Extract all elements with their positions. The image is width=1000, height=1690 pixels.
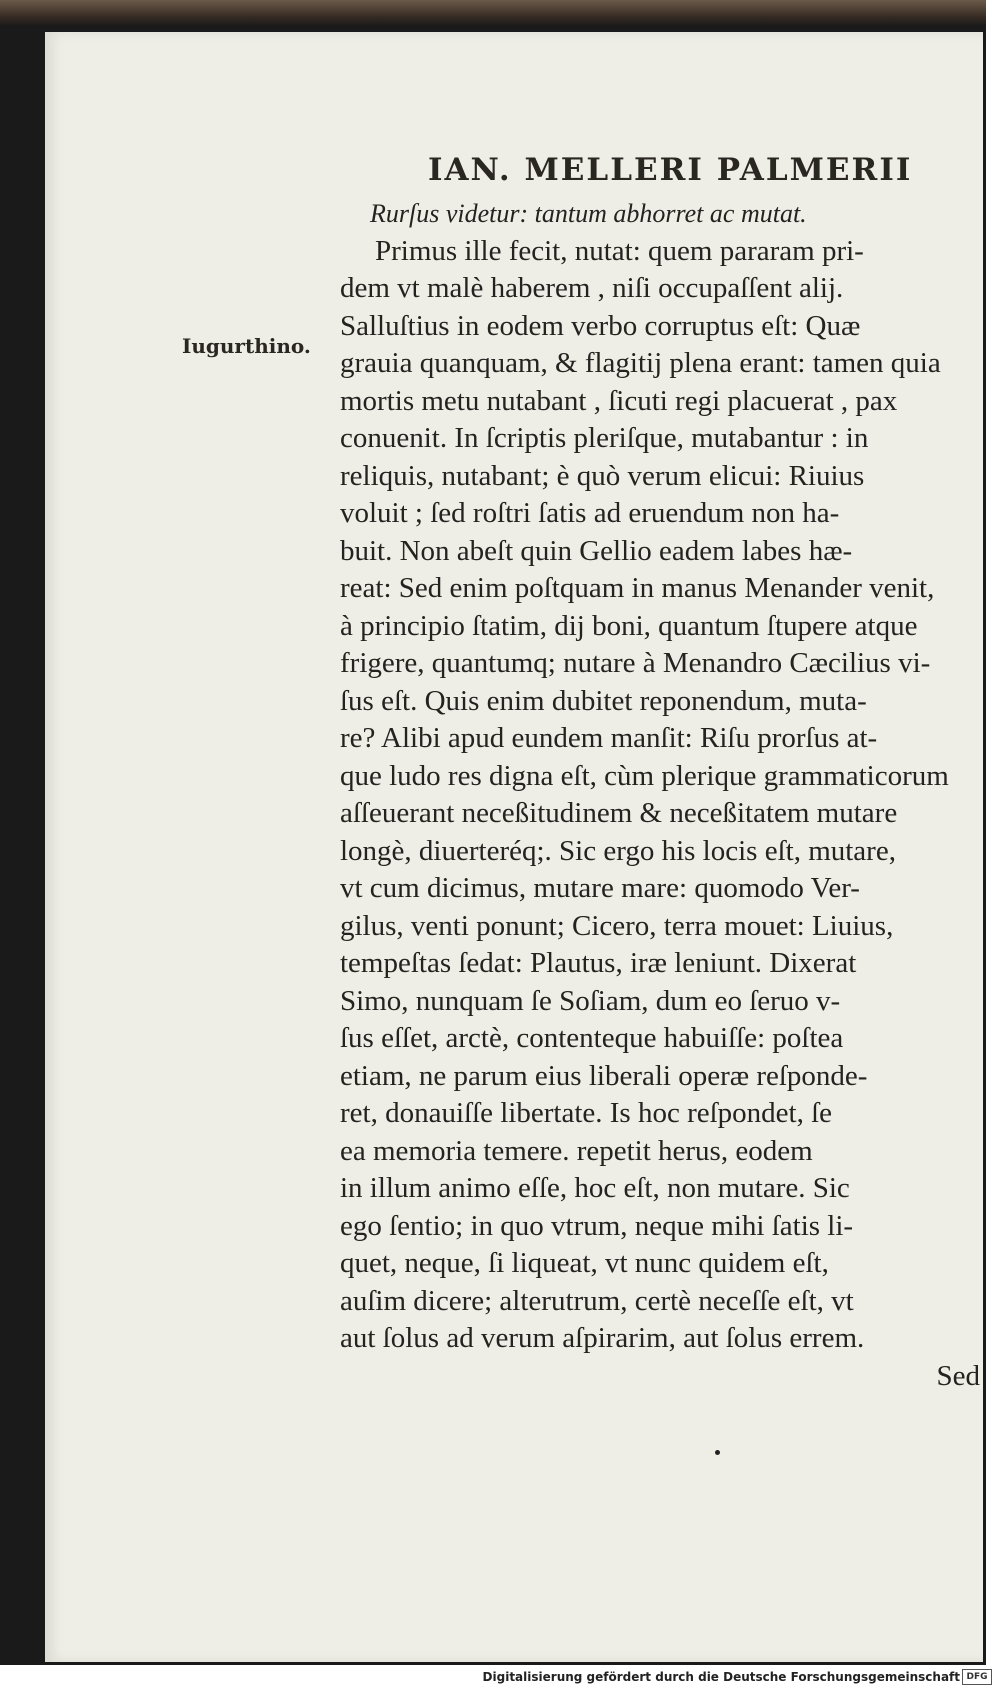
text-line: dem vt malè haberem , niſi occupaſſent alij. — [340, 272, 844, 304]
text-line: aſſeuerant neceßitudinem & neceßitatem mutare — [340, 797, 898, 829]
text-line: que ludo res digna eſt, cùm plerique grammaticorum — [340, 759, 949, 792]
text-line: ego ſentio; in quo vtrum, neque mihi ſatis li- — [340, 1209, 854, 1242]
text-line: ret, donauiſſe libertate. Is hoc reſpondet, ſe — [340, 1097, 833, 1129]
text-line: ſus eſt. Quis enim dubitet reponendum, muta- — [340, 684, 867, 717]
text-line: grauia quanquam, & flagitij plena erant: tamen quia — [340, 347, 941, 379]
text-line: tempeſtas ſedat: Plautus, iræ leniunt. Dixerat — [340, 947, 857, 979]
running-head: IAN. MELLERI PALMERII — [428, 152, 913, 188]
margin-note: Iugurthino. — [182, 334, 311, 358]
text-line: re? Alibi apud eundem manſit: Riſu prorſus at- — [340, 722, 878, 754]
text-line: etiam, ne parum eius liberali operæ reſponde- — [340, 1059, 868, 1092]
dfg-logo: DFG — [962, 1669, 992, 1685]
text-line: à principio ſtatim, dij boni, quantum ſtupere atque — [340, 609, 918, 642]
text-line: voluit ; ſed roſtri ſatis ad eruendum non ha- — [340, 497, 840, 529]
text-line: gilus, venti ponunt; Cicero, terra mouet: Liuius, — [340, 909, 894, 942]
text-line: reliquis, nutabant; è quò verum elicui: Riuius — [340, 459, 865, 492]
text-line: Rurſus videtur: tantum abhorret ac mutat. — [370, 199, 807, 228]
text-line: frigere, quantumq; nutare à Menandro Cæcilius vi- — [340, 647, 931, 679]
ink-speck — [715, 1450, 720, 1455]
text-line: mortis metu nutabant , ſicuti regi placuerat , pax — [340, 384, 898, 417]
scan-top-edge — [0, 0, 986, 26]
text-line: ſus eſſet, arctè, contenteque habuiſſe: poſtea — [340, 1022, 844, 1054]
text-line: conuenit. In ſcriptis pleriſque, mutabantur : in — [340, 422, 869, 454]
text-line: ea memoria temere. repetit herus, eodem — [340, 1134, 813, 1167]
text-line: reat: Sed enim poſtquam in manus Menander venit, — [340, 572, 935, 604]
text-line: Primus ille fecit, nutat: quem pararam pri- — [375, 234, 864, 267]
text-line: Simo, nunquam ſe Soſiam, dum eo ſeruo v- — [340, 984, 841, 1017]
footer-credit: Digitalisierung gefördert durch die Deutsche Forschungsgemeinschaft — [482, 1670, 960, 1684]
text-line: auſim dicere; alterutrum, certè neceſſe eſt, vt — [340, 1284, 854, 1317]
text-line: Salluſtius in eodem verbo corruptus eſt: Quæ — [340, 309, 861, 342]
catchword: Sed — [936, 1359, 980, 1392]
text-line: aut ſolus ad verum aſpirarim, aut ſolus errem. — [340, 1322, 865, 1354]
text-line: vt cum dicimus, mutare mare: quomodo Ver- — [340, 872, 860, 904]
text-line: quet, neque, ſi liqueat, vt nunc quidem eſt, — [340, 1247, 829, 1279]
text-line: buit. Non abeſt quin Gellio eadem labes hæ- — [340, 534, 853, 567]
text-line: longè, diuerteréq;. Sic ergo his locis eſt, mutare, — [340, 834, 896, 867]
body-text — [340, 195, 990, 1395]
text-line: in illum animo eſſe, hoc eſt, non mutare. Sic — [340, 1172, 850, 1204]
